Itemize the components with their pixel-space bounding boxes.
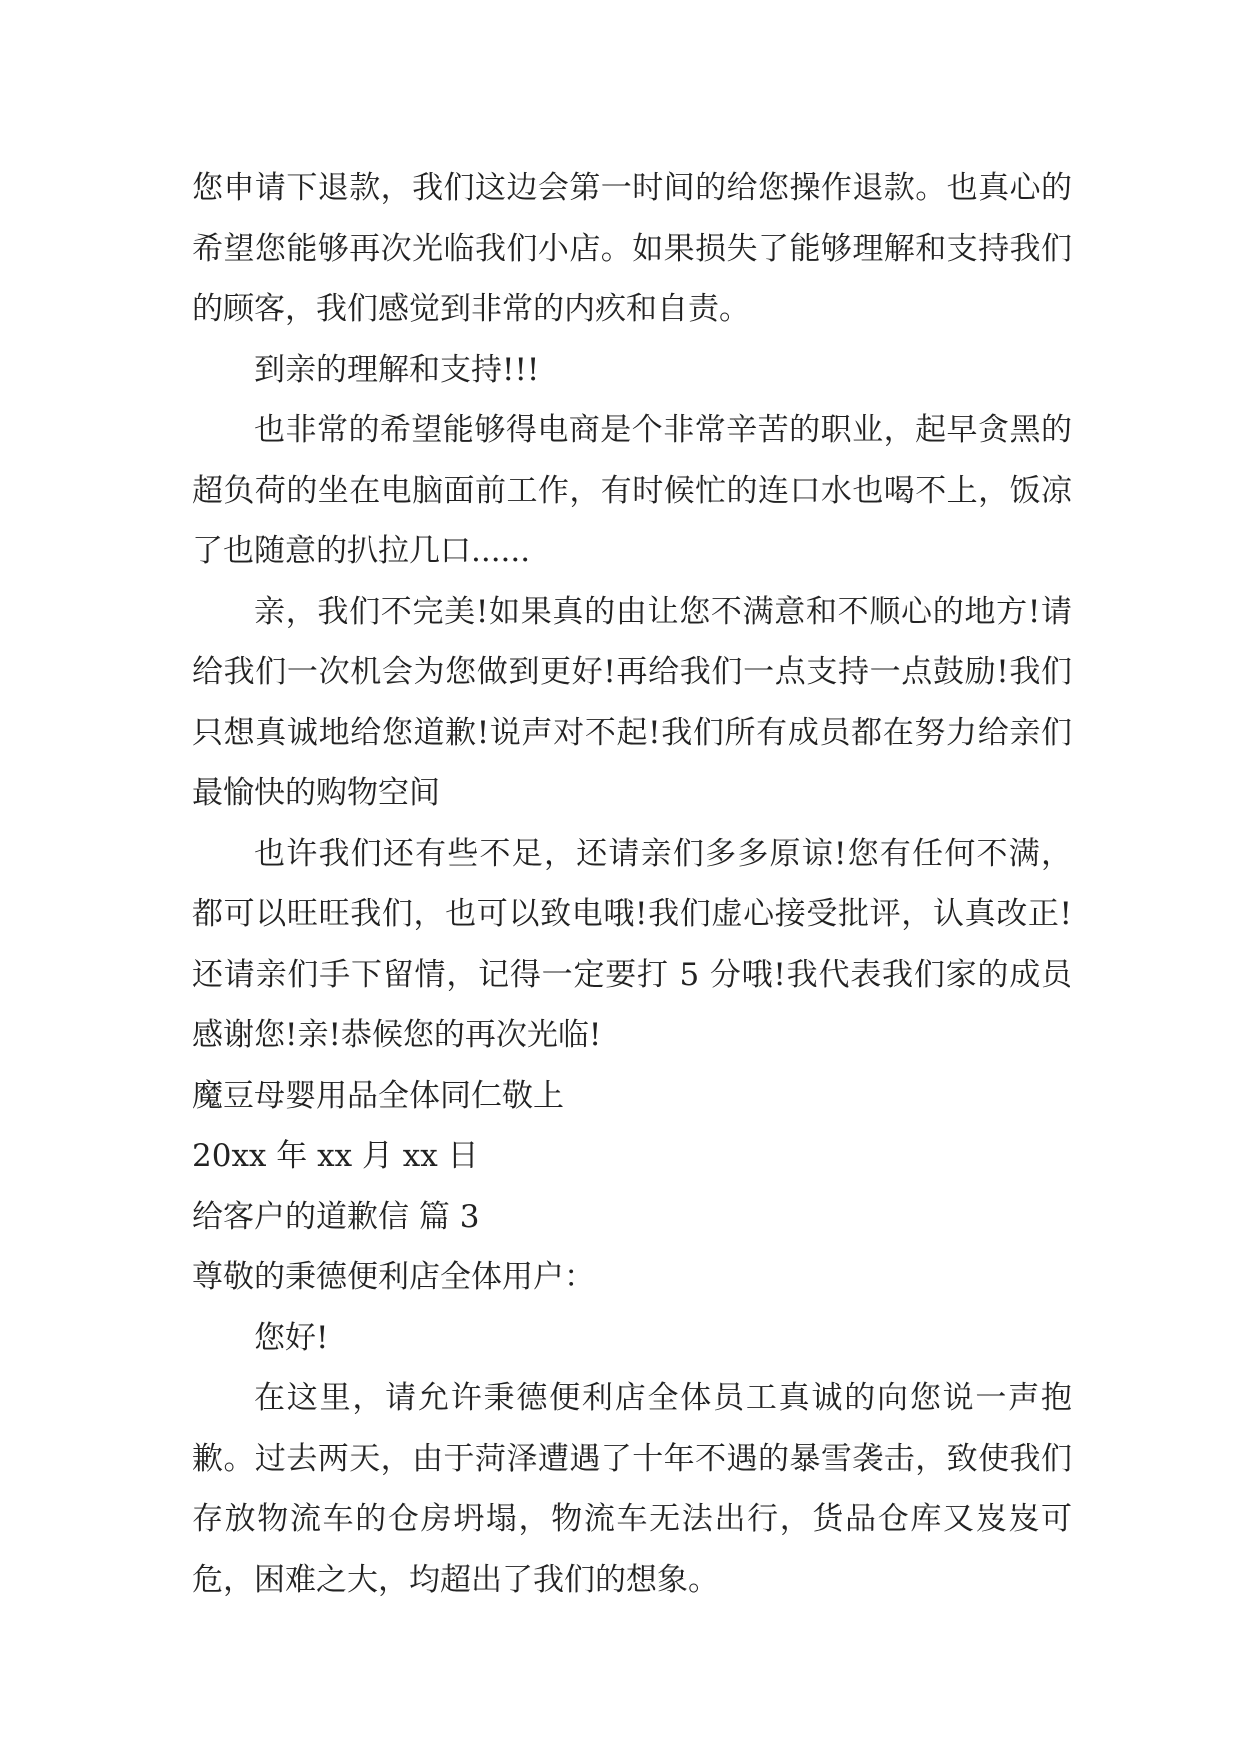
paragraph-forgive-us: 也许我们还有些不足，还请亲们多多原谅!您有任何不满，都可以旺旺我们，也可以致电哦!我们虚心接受批评，认真改正!还请亲们手下留情，记得一定要打 5 分哦!我代表我们家的成员感谢您!亲!恭候您的再次光临!	[192, 835, 1072, 1053]
paragraph-not-perfect: 亲，我们不完美!如果真的由让您不满意和不顺心的地方!请给我们一次机会为您做到更好!再给我们一点支持一点鼓励!我们只想真诚地给您道歉!说声对不起!我们所有成员都在努力给亲们最愉快的购物空间	[192, 593, 1072, 811]
paragraph-thanks-support: 到亲的理解和支持!!!	[254, 351, 540, 388]
signature-line: 魔豆母婴用品全体同仁敬上	[192, 1077, 564, 1114]
paragraph-ecommerce-hardship: 也非常的希望能够得电商是个非常辛苦的职业，起早贪黑的超负荷的坐在电脑面前工作，有时候忙的连口水也喝不上，饭凉了也随意的扒拉几口......	[192, 412, 1072, 569]
paragraph-refund-apology: 您申请下退款，我们这边会第一时间的给您操作退款。也真心的希望您能够再次光临我们小店。如果损失了能够理解和支持我们的顾客，我们感觉到非常的内疚和自责。	[192, 170, 1072, 327]
greeting-line: 您好!	[254, 1319, 329, 1356]
section-heading: 给客户的道歉信 篇 3	[192, 1198, 480, 1235]
date-line: 20xx 年 xx 月 xx 日	[192, 1138, 479, 1174]
paragraph-snowstorm-apology: 在这里，请允许秉德便利店全体员工真诚的向您说一声抱歉。过去两天，由于菏泽遭遇了十年不遇的暴雪袭击，致使我们存放物流车的仓房坍塌，物流车无法出行，货品仓库又岌岌可危，困难之大，均超出了我们的想象。	[192, 1380, 1072, 1598]
document-body	[192, 158, 1072, 1610]
salutation-line: 尊敬的秉德便利店全体用户：	[192, 1259, 595, 1295]
